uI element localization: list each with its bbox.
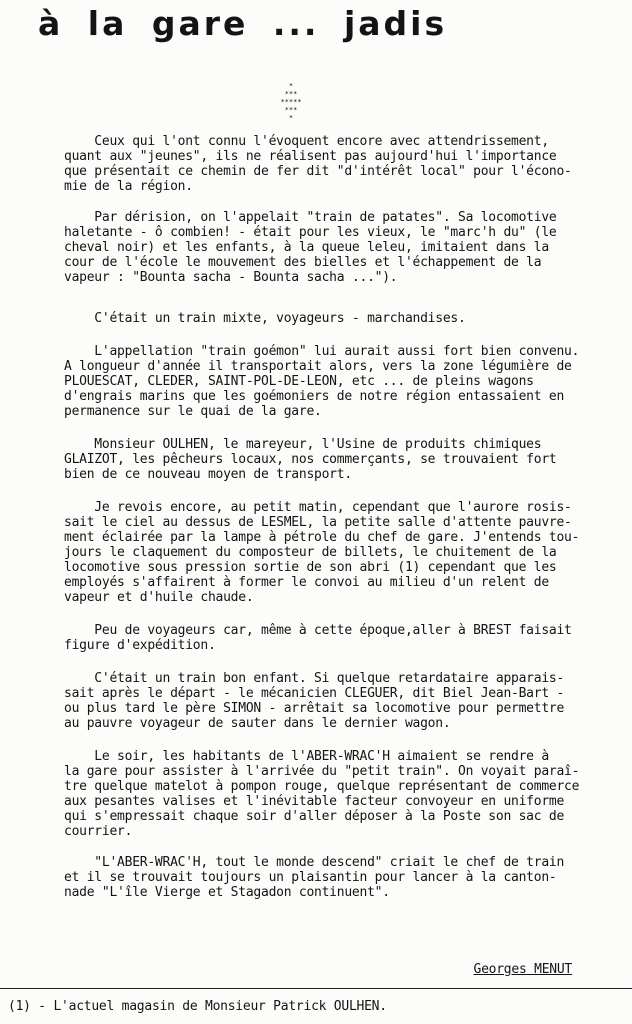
paragraph: "L'ABER-WRAC'H, tout le monde descend" criait le chef de train et il se trouvait toujours un plaisantin pour lancer à la canton- nade "L'île Vierge et Stagadon continuent".: [64, 855, 565, 900]
paragraph: Peu de voyageurs car, même à cette époque,aller à BREST faisait figure d'expédition.: [64, 623, 572, 653]
paragraph: Ceux qui l'ont connu l'évoquent encore avec attendrissement, quant aux "jeunes", ils ne réalisent pas aujourd'hui l'importance que présentait ce chemin de fer dit "d'intérêt local" pour l'écono- mie de la région.: [64, 134, 572, 194]
paragraph: Je revois encore, au petit matin, cependant que l'aurore rosis- sait le ciel au dessus de LESMEL, la petite salle d'attente pauvre- ment éclairée par la lampe à pétrole du chef de gare. J'entends tou- jours le claquement du composteur de billets, le chuitement de la locomotive sous pression sortie de son abri (1) cependant que les employés s'affairent à former le convoi au milieu d'un relent de vapeur et d'huile chaude.: [64, 500, 580, 605]
paragraph: L'appellation "train goémon" lui aurait aussi fort bien convenu. A longueur d'année il transportait alors, vers la zone légumière de PLOUESCAT, CLEDER, SAINT-POL-DE-LEON, etc ... de pleins wagons d'engrais marins que les goémoniers de notre région entassaient en permanence sur le quai de la gare.: [64, 344, 580, 419]
paragraph: Le soir, les habitants de l'ABER-WRAC'H aimaient se rendre à la gare pour assister à l'arrivée du "petit train". On voyait paraî- tre quelque matelot à pompon rouge, quelque représentant de commerce aux pesantes valises et l'inévitable facteur convoyeur en uniforme qui s'empressait chaque soir d'aller déposer à la Poste son sac de courrier.: [64, 749, 580, 839]
paragraph: C'était un train mixte, voyageurs - marchandises.: [64, 311, 466, 326]
article-body: [64, 134, 604, 916]
author-signature: Georges MENUT: [473, 962, 572, 977]
paragraph: C'était un train bon enfant. Si quelque retardataire apparais- sait après le départ - le mécanicien CLEGUER, dit Biel Jean-Bart - ou plus tard le père SIMON - arrêtait sa locomotive pour permettre au pauvre voyageur de sauter dans le dernier wagon.: [64, 671, 565, 731]
star-ornament: * *** ***** *** *: [280, 82, 302, 122]
paragraph: Par dérision, on l'appelait "train de patates". Sa locomotive haletante - ô combien! - était pour les vieux, le "marc'h du" (le cheval noir) et les enfants, à la queue leleu, imitaient dans la cour de l'école le mouvement des bielles et l'échappement de la vapeur : "Bounta sacha - Bounta sacha ...").: [64, 210, 557, 285]
paragraph: Monsieur OULHEN, le mareyeur, l'Usine de produits chimiques GLAIZOT, les pêcheurs locaux, nos commerçants, se trouvaient fort bien de ce nouveau moyen de transport.: [64, 437, 557, 482]
page-title: à la gare ... jadis: [38, 4, 448, 43]
footnote-divider: [0, 988, 632, 989]
footnote: (1) - L'actuel magasin de Monsieur Patrick OULHEN.: [8, 999, 387, 1014]
